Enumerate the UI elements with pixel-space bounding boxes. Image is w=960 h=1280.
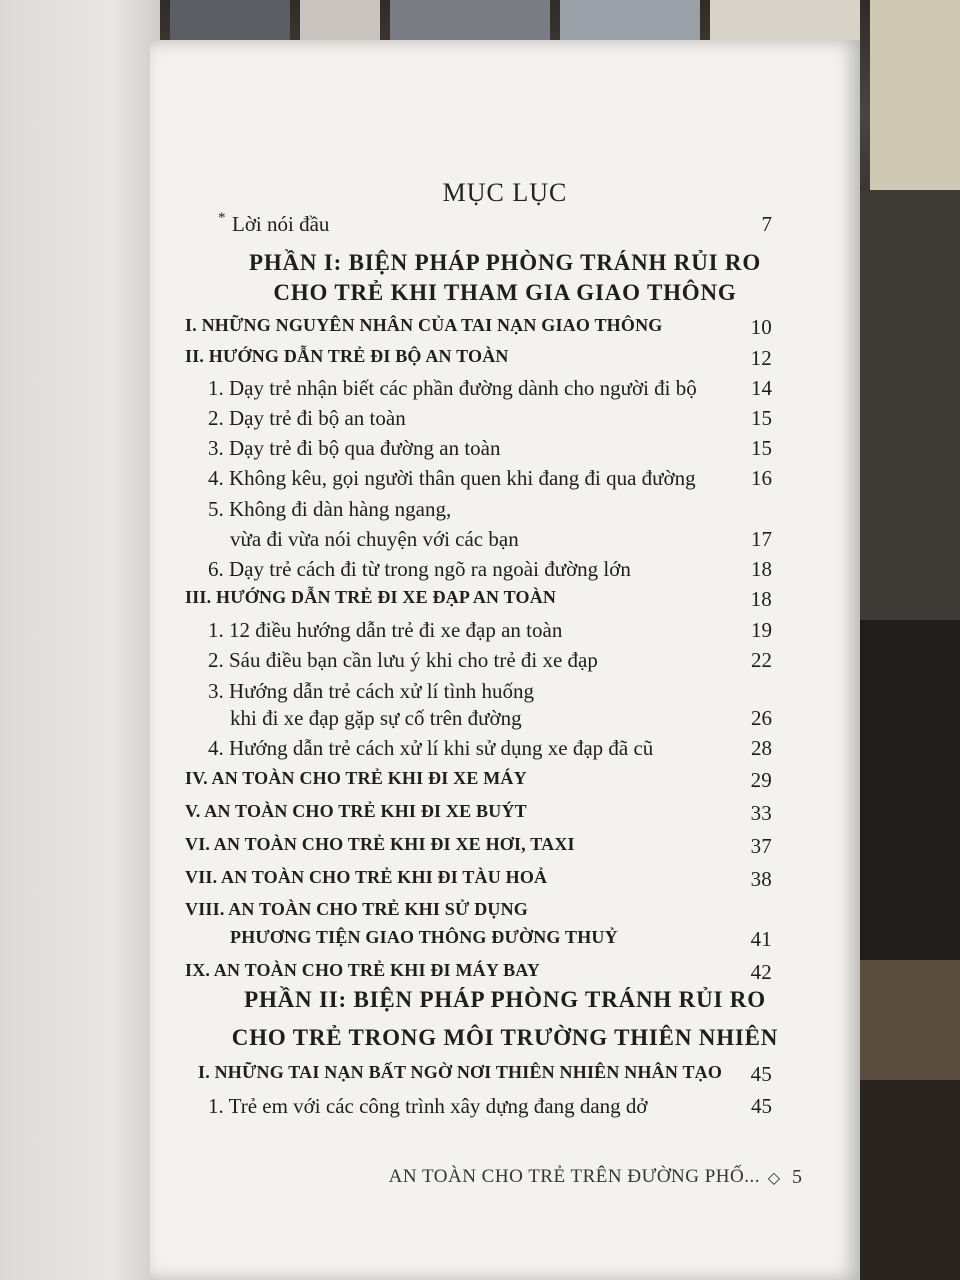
toc-entry bbox=[150, 834, 860, 864]
part-heading-line: CHO TRẺ TRONG MÔI TRƯỜNG THIÊN NHIÊN bbox=[231, 1025, 779, 1050]
toc-entry-label: I. NHỮNG NGUYÊN NHÂN CỦA TAI NẠN GIAO THÔNG bbox=[185, 315, 663, 335]
background-book bbox=[860, 960, 960, 1080]
toc-title: MỤC LỤC bbox=[442, 178, 568, 207]
toc-entry-label: III. HƯỚNG DẪN TRẺ ĐI XE ĐẠP AN TOÀN bbox=[185, 587, 557, 607]
table-of-contents bbox=[150, 40, 860, 1280]
running-title: AN TOÀN CHO TRẺ TRÊN ĐƯỜNG PHỐ... bbox=[388, 1166, 760, 1187]
toc-entry bbox=[150, 436, 860, 466]
toc-entry-label: 1. 12 điều hướng dẫn trẻ đi xe đạp an toàn bbox=[208, 618, 563, 642]
toc-entry bbox=[150, 466, 860, 496]
toc-entry bbox=[150, 927, 860, 957]
toc-entry bbox=[150, 557, 860, 587]
toc-entry-page: 19 bbox=[751, 618, 772, 642]
toc-entry-page: 26 bbox=[751, 706, 772, 730]
toc-entry bbox=[150, 497, 860, 527]
background-book bbox=[860, 620, 960, 960]
toc-entry-label: 2. Sáu điều bạn cần lưu ý khi cho trẻ đi xe đạp bbox=[208, 648, 598, 672]
toc-entry-page: 18 bbox=[750, 587, 772, 611]
toc-entry-page: 33 bbox=[750, 801, 772, 825]
toc-entry-label: Lời nói đầu bbox=[232, 212, 330, 236]
toc-entry bbox=[150, 315, 860, 345]
toc-entry-label: 3. Dạy trẻ đi bộ qua đường an toàn bbox=[208, 436, 501, 460]
toc-entry-page: 37 bbox=[750, 834, 772, 858]
toc-entry-page: 38 bbox=[750, 867, 772, 891]
toc-entry bbox=[150, 768, 860, 798]
toc-entry-page: 18 bbox=[751, 557, 772, 581]
toc-entry-page: 22 bbox=[751, 648, 772, 672]
book-page bbox=[150, 40, 860, 1280]
toc-entry bbox=[150, 618, 860, 648]
page-number: 5 bbox=[792, 1166, 802, 1188]
preface-marker: * bbox=[218, 210, 226, 226]
toc-entry-label: 1. Dạy trẻ nhận biết các phần đường dành cho người đi bộ bbox=[208, 376, 697, 400]
toc-entry-label: VI. AN TOÀN CHO TRẺ KHI ĐI XE HƠI, TAXI bbox=[185, 834, 575, 854]
toc-entry-page: 10 bbox=[750, 315, 772, 339]
toc-entry bbox=[150, 679, 860, 709]
toc-entry bbox=[150, 960, 860, 990]
toc-entry bbox=[150, 706, 860, 736]
toc-entry-page: 14 bbox=[751, 376, 772, 400]
toc-entry-page: 7 bbox=[761, 212, 772, 236]
toc-entry-label: 2. Dạy trẻ đi bộ an toàn bbox=[208, 406, 406, 430]
part-heading bbox=[150, 250, 860, 280]
toc-entry-page: 29 bbox=[750, 768, 772, 792]
part-heading bbox=[150, 987, 860, 1017]
toc-entry-page: 12 bbox=[750, 346, 772, 370]
toc-entry-page: 28 bbox=[751, 736, 772, 760]
toc-entry-page: 41 bbox=[750, 927, 772, 951]
toc-entry-label: PHƯƠNG TIỆN GIAO THÔNG ĐƯỜNG THUỶ bbox=[230, 927, 618, 947]
toc-entry-label: IX. AN TOÀN CHO TRẺ KHI ĐI MÁY BAY bbox=[185, 960, 541, 980]
toc-entry bbox=[150, 867, 860, 897]
toc-entry-page: 16 bbox=[751, 466, 772, 490]
toc-entry-label: 6. Dạy trẻ cách đi từ trong ngõ ra ngoài đường lớn bbox=[208, 557, 631, 581]
toc-entry-page: 15 bbox=[751, 406, 772, 430]
toc-entry-label: 4. Hướng dẫn trẻ cách xử lí khi sử dụng xe đạp đã cũ bbox=[208, 736, 654, 760]
toc-entry-label: 4. Không kêu, gọi người thân quen khi đang đi qua đường bbox=[208, 466, 696, 490]
toc-entry bbox=[150, 376, 860, 406]
toc-entry-label: khi đi xe đạp gặp sự cố trên đường bbox=[230, 706, 522, 730]
part-heading bbox=[150, 1025, 860, 1055]
toc-entry-label: vừa đi vừa nói chuyện với các bạn bbox=[230, 527, 519, 551]
toc-entry-label: II. HƯỚNG DẪN TRẺ ĐI BỘ AN TOÀN bbox=[185, 346, 509, 366]
toc-entry bbox=[150, 346, 860, 376]
toc-entry bbox=[150, 1094, 860, 1124]
part-heading-line: CHO TRẺ KHI THAM GIA GIAO THÔNG bbox=[273, 280, 737, 305]
part-heading-line: PHẦN I: BIỆN PHÁP PHÒNG TRÁNH RỦI RO bbox=[248, 250, 762, 275]
part-heading-line: PHẦN II: BIỆN PHÁP PHÒNG TRÁNH RỦI RO bbox=[244, 987, 766, 1012]
toc-entry-page: 45 bbox=[751, 1094, 772, 1118]
toc-entry bbox=[150, 527, 860, 557]
toc-entry bbox=[150, 899, 860, 929]
toc-entry-label: 3. Hướng dẫn trẻ cách xử lí tình huống bbox=[208, 679, 535, 703]
toc-entry-page: 15 bbox=[751, 436, 772, 460]
toc-entry-label: IV. AN TOÀN CHO TRẺ KHI ĐI XE MÁY bbox=[185, 768, 527, 788]
toc-entry-label: VIII. AN TOÀN CHO TRẺ KHI SỬ DỤNG bbox=[185, 899, 529, 919]
toc-entry bbox=[150, 736, 860, 766]
toc-entry-label: 5. Không đi dàn hàng ngang, bbox=[208, 497, 452, 521]
toc-entry-label: V. AN TOÀN CHO TRẺ KHI ĐI XE BUÝT bbox=[185, 801, 527, 821]
toc-entry bbox=[150, 587, 860, 617]
toc-entry-label: 1. Trẻ em với các công trình xây dựng đang dang dở bbox=[208, 1094, 648, 1118]
left-page bbox=[0, 0, 160, 1280]
toc-entry-page: 17 bbox=[751, 527, 772, 551]
toc-entry-label: I. NHỮNG TAI NẠN BẤT NGỜ NƠI THIÊN NHIÊN NHÂN TẠO bbox=[198, 1062, 723, 1082]
background-desk bbox=[850, 1080, 960, 1280]
toc-entry-label: VII. AN TOÀN CHO TRẺ KHI ĐI TÀU HOẢ bbox=[185, 867, 548, 887]
toc-entry-page: 45 bbox=[750, 1062, 772, 1086]
part-heading bbox=[150, 280, 860, 310]
toc-entry-preface bbox=[150, 212, 860, 242]
shelf-book bbox=[870, 0, 960, 190]
toc-entry bbox=[150, 1062, 860, 1092]
toc-entry bbox=[150, 801, 860, 831]
toc-entry bbox=[150, 648, 860, 678]
toc-entry-page: 42 bbox=[750, 960, 772, 984]
toc-entry bbox=[150, 406, 860, 436]
diamond-icon: ◇ bbox=[767, 1170, 780, 1187]
